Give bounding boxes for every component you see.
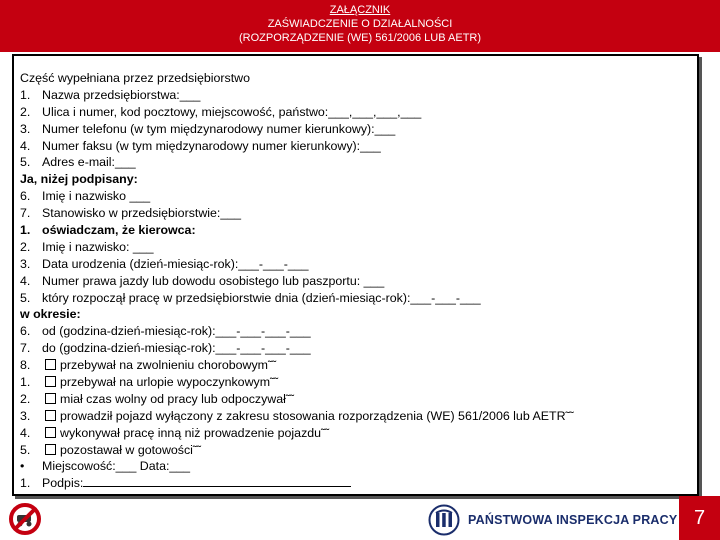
item-number: 3.	[20, 256, 31, 271]
form-body	[20, 70, 690, 492]
item-number: 1.	[20, 223, 31, 238]
form-field-fax	[20, 138, 690, 155]
form-field-address	[20, 104, 690, 121]
item-text: Numer prawa jazdy lub dowodu osobistego lub paszportu: ___	[42, 273, 385, 288]
header-regulation: (ROZPORZĄDZENIE (WE) 561/2006 LUB AETR)	[238, 32, 482, 44]
check-item-standby	[20, 442, 690, 459]
item-number: 4.	[20, 425, 31, 440]
organization-name: PAŃSTWOWA INSPEKCJA PRACY	[468, 513, 678, 527]
item-number: 2.	[20, 391, 31, 406]
form-field-birth-date	[20, 256, 690, 273]
item-text: Miejscowość:___ Data:___	[42, 459, 191, 474]
item-number: 2.	[20, 239, 31, 254]
form-field-period-to	[20, 340, 690, 357]
form-field-signature	[20, 475, 690, 492]
slide-header	[0, 0, 720, 52]
item-text: Adres e-mail:___	[42, 155, 136, 170]
item-number: 5.	[20, 155, 31, 170]
item-number: 3.	[20, 408, 31, 423]
item-text: Data urodzenia (dzień-miesiąc-rok):___-___-___	[42, 256, 309, 271]
item-text: który rozpoczął pracę w przedsiębiorstwie dnia (dzień-miesiąc-rok):___-___-___	[42, 290, 481, 305]
form-field-place-date	[20, 458, 690, 475]
declaration-line	[20, 222, 690, 239]
item-text: Nazwa przedsiębiorstwa:___	[42, 87, 201, 102]
item-number: 4.	[20, 138, 31, 153]
checkbox[interactable]	[45, 376, 56, 387]
checkbox[interactable]	[45, 410, 56, 421]
item-text: oświadczam, że kierowca:	[42, 223, 196, 238]
page-number: 7	[679, 496, 720, 540]
item-number: 6.	[20, 189, 31, 204]
item-number: 2.	[20, 104, 31, 119]
checkbox[interactable]	[45, 444, 56, 455]
header-title: ZAŁĄCZNIK	[329, 4, 391, 16]
item-text: Imię i nazwisko ___	[42, 189, 151, 204]
header-subtitle: ZAŚWIADCZENIE O DZIAŁALNOŚCI	[267, 18, 453, 30]
section-period-heading: w okresie:	[20, 307, 81, 322]
signature-line	[83, 475, 351, 487]
item-number: 7.	[20, 341, 31, 356]
check-item-vacation	[20, 374, 690, 391]
item-text: pozostawał w gotowości˜˜	[60, 442, 202, 457]
item-number: 3.	[20, 121, 31, 136]
check-item-sick-leave	[20, 357, 690, 374]
bullet: •	[20, 459, 25, 474]
check-item-rest	[20, 391, 690, 408]
check-item-excluded-vehicle	[20, 408, 690, 425]
item-text: do (godzina-dzień-miesiąc-rok):___-___-___-___	[42, 341, 311, 356]
item-number: 1.	[20, 87, 31, 102]
form-field-company-name	[20, 87, 690, 104]
item-text: Numer faksu (w tym międzynarodowy numer kierunkowy):___	[42, 138, 381, 153]
item-number: 7.	[20, 206, 31, 221]
checkbox[interactable]	[45, 427, 56, 438]
item-number: 1.	[20, 476, 31, 491]
form-field-phone	[20, 121, 690, 138]
form-field-license	[20, 273, 690, 290]
item-text: miał czas wolny od pracy lub odpoczywał˜˜	[60, 391, 295, 406]
item-text: prowadził pojazd wyłączony z zakresu stosowania rozporządzenia (WE) 561/2006 lub AETR˜˜	[60, 408, 574, 423]
form-field-position	[20, 205, 690, 222]
item-text: Imię i nazwisko: ___	[42, 239, 154, 254]
no-symbol-icon	[8, 502, 42, 536]
item-text: Podpis:	[42, 476, 84, 491]
item-text: od (godzina-dzień-miesiąc-rok):___-___-___-___	[42, 324, 311, 339]
item-text: Numer telefonu (w tym międzynarodowy numer kierunkowy):___	[42, 121, 396, 136]
item-text: Stanowisko w przedsiębiorstwie:___	[42, 206, 242, 221]
item-number: 1.	[20, 375, 31, 390]
item-number: 5.	[20, 290, 31, 305]
form-field-start-date	[20, 290, 690, 307]
item-number: 6.	[20, 324, 31, 339]
form-field-signer-name	[20, 188, 690, 205]
checkbox[interactable]	[45, 359, 56, 370]
pip-logo-icon	[428, 504, 460, 536]
form-field-driver-name	[20, 239, 690, 256]
checkbox[interactable]	[45, 393, 56, 404]
item-number: 5.	[20, 442, 31, 457]
form-field-period-from	[20, 323, 690, 340]
item-number: 4.	[20, 273, 31, 288]
item-text: przebywał na urlopie wypoczynkowym˜˜	[60, 375, 279, 390]
section-company-heading: Część wypełniana przez przedsiębiorstwo	[20, 71, 251, 85]
item-number: 8.	[20, 358, 31, 373]
section-undersigned-heading: Ja, niżej podpisany:	[20, 172, 138, 187]
check-item-other-work	[20, 425, 690, 442]
form-field-email	[20, 154, 690, 171]
item-text: przebywał na zwolnieniu chorobowym˜˜	[60, 358, 277, 373]
item-text: Ulica i numer, kod pocztowy, miejscowość, państwo:___,___,___,___	[42, 104, 422, 119]
item-text: wykonywał pracę inną niż prowadzenie pojazdu˜˜	[60, 425, 330, 440]
